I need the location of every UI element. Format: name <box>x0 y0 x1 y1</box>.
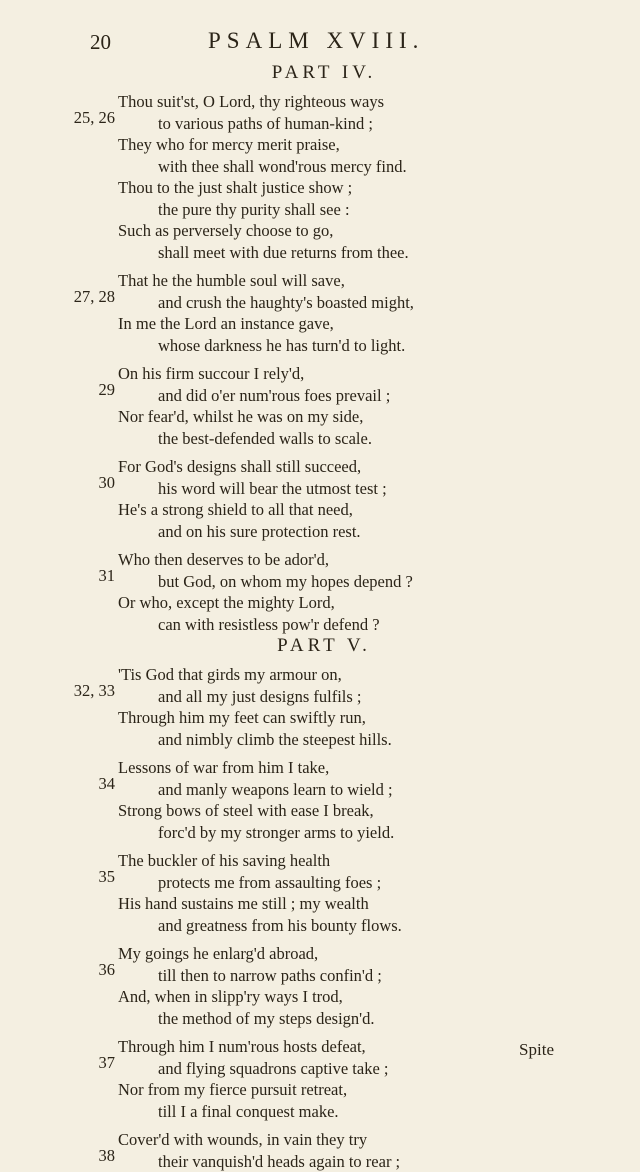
verse-text: Thou to the just shalt justice show ; <box>118 178 352 197</box>
verse-line <box>118 292 518 314</box>
verse-number: 29 <box>99 379 116 401</box>
psalm-text <box>118 62 518 1172</box>
verse-line <box>118 664 518 686</box>
verse-text: Thou suit'st, O Lord, thy righteous ways <box>118 92 384 111</box>
verse-text: His hand sustains me still ; my wealth <box>118 894 369 913</box>
verse-text: Or who, except the mighty Lord, <box>118 593 335 612</box>
verse-text: the pure thy purity shall see : <box>158 200 350 219</box>
verse-line <box>118 1079 518 1101</box>
verse-text: For God's designs shall still succeed, <box>118 457 361 476</box>
verse-line <box>118 270 518 292</box>
verse-line <box>118 757 518 779</box>
verse-line <box>118 199 518 221</box>
verse-text: Through him my feet can swiftly run, <box>118 708 366 727</box>
verse-text: whose darkness he has turn'd to light. <box>158 336 405 355</box>
verse-text: On his firm succour I rely'd, <box>118 364 304 383</box>
verse-text: He's a strong shield to all that need, <box>118 500 353 519</box>
verse-text: the method of my steps design'd. <box>158 1009 375 1028</box>
verse-line <box>118 242 518 264</box>
verse-line <box>118 521 518 543</box>
verse-line <box>118 779 518 801</box>
catchword: Spite <box>519 1040 554 1060</box>
stanza <box>118 943 518 1029</box>
verse-text: and did o'er num'rous foes prevail ; <box>158 386 390 405</box>
verse-line <box>118 156 518 178</box>
verse-number: 38 <box>99 1145 116 1167</box>
verse-text: and on his sure protection rest. <box>158 522 361 541</box>
verse-line <box>118 91 518 113</box>
verse-text: and flying squadrons captive take ; <box>158 1059 388 1078</box>
verse-line <box>118 428 518 450</box>
verse-line <box>118 113 518 135</box>
verse-number: 37 <box>99 1052 116 1074</box>
verse-line <box>118 177 518 199</box>
verse-text: protects me from assaulting foes ; <box>158 873 381 892</box>
verse-text: and nimbly climb the steepest hills. <box>158 730 392 749</box>
verse-line <box>118 406 518 428</box>
verse-line <box>118 800 518 822</box>
verse-line <box>118 965 518 987</box>
verse-line <box>118 707 518 729</box>
verse-text: And, when in slipp'ry ways I trod, <box>118 987 343 1006</box>
stanza <box>118 1129 518 1172</box>
verse-line <box>118 1129 518 1151</box>
verse-line <box>118 571 518 593</box>
running-head: PSALM XVIII. <box>208 28 424 54</box>
verse-line <box>118 986 518 1008</box>
verse-line <box>118 943 518 965</box>
verse-number: 36 <box>99 959 116 981</box>
verse-text: the best-defended walls to scale. <box>158 429 372 448</box>
verse-number: 31 <box>99 565 116 587</box>
verse-text: The buckler of his saving health <box>118 851 330 870</box>
verse-text: Nor from my fierce pursuit retreat, <box>118 1080 347 1099</box>
page-number: 20 <box>90 30 111 55</box>
verse-text: Lessons of war from him I take, <box>118 758 329 777</box>
verse-number: 35 <box>99 866 116 888</box>
verse-text: Strong bows of steel with ease I break, <box>118 801 374 820</box>
verse-line <box>118 220 518 242</box>
verse-text: forc'd by my stronger arms to yield. <box>158 823 394 842</box>
verse-text: 'Tis God that girds my armour on, <box>118 665 342 684</box>
verse-text: My goings he enlarg'd abroad, <box>118 944 318 963</box>
verse-line <box>118 686 518 708</box>
verse-line <box>118 313 518 335</box>
stanza <box>118 270 518 356</box>
verse-line <box>118 335 518 357</box>
verse-line <box>118 1036 518 1058</box>
verse-number: 25, 26 <box>74 107 115 129</box>
verse-line <box>118 363 518 385</box>
verse-line <box>118 893 518 915</box>
verse-line <box>118 478 518 500</box>
verse-text: They who for mercy merit praise, <box>118 135 340 154</box>
verse-text: and manly weapons learn to wield ; <box>158 780 393 799</box>
verse-text: Who then deserves to be ador'd, <box>118 550 329 569</box>
verse-line <box>118 1151 518 1172</box>
verse-text: and all my just designs fulfils ; <box>158 687 362 706</box>
verse-line <box>118 1008 518 1030</box>
verse-text: but God, on whom my hopes depend ? <box>158 572 413 591</box>
verse-text: Nor fear'd, whilst he was on my side, <box>118 407 363 426</box>
verse-line <box>118 549 518 571</box>
verse-line <box>118 134 518 156</box>
verse-text: Such as perversely choose to go, <box>118 221 333 240</box>
verse-text: In me the Lord an instance gave, <box>118 314 334 333</box>
verse-line <box>118 1101 518 1123</box>
stanza <box>118 91 518 263</box>
verse-line <box>118 385 518 407</box>
verse-text: Through him I num'rous hosts defeat, <box>118 1037 366 1056</box>
verse-number: 34 <box>99 773 116 795</box>
verse-text: and crush the haughty's boasted might, <box>158 293 414 312</box>
verse-line <box>118 592 518 614</box>
stanza <box>118 456 518 542</box>
verse-line <box>118 822 518 844</box>
verse-line <box>118 1058 518 1080</box>
verse-number: 27, 28 <box>74 286 115 308</box>
stanza <box>118 757 518 843</box>
verse-line <box>118 850 518 872</box>
verse-line <box>118 456 518 478</box>
verse-number: 30 <box>99 472 116 494</box>
verse-text: till then to narrow paths confin'd ; <box>158 966 382 985</box>
verse-text: shall meet with due returns from thee. <box>158 243 409 262</box>
verse-text: can with resistless pow'r defend ? <box>158 615 380 634</box>
verse-text: and greatness from his bounty flows. <box>158 916 402 935</box>
part-heading: PART IV. <box>118 62 518 84</box>
stanza <box>118 1036 518 1122</box>
verse-text: their vanquish'd heads again to rear ; <box>158 1152 400 1171</box>
stanza <box>118 850 518 936</box>
stanza <box>118 363 518 449</box>
verse-line <box>118 872 518 894</box>
verse-number: 32, 33 <box>74 680 115 702</box>
verse-text: That he the humble soul will save, <box>118 271 345 290</box>
verse-text: Cover'd with wounds, in vain they try <box>118 1130 367 1149</box>
verse-line <box>118 915 518 937</box>
verse-line <box>118 499 518 521</box>
verse-text: till I a final conquest make. <box>158 1102 339 1121</box>
stanza <box>118 549 518 635</box>
verse-line <box>118 729 518 751</box>
verse-text: with thee shall wond'rous mercy find. <box>158 157 407 176</box>
verse-line <box>118 614 518 636</box>
stanza <box>118 664 518 750</box>
verse-text: to various paths of human-kind ; <box>158 114 373 133</box>
part-heading: PART V. <box>118 635 518 657</box>
verse-text: his word will bear the utmost test ; <box>158 479 387 498</box>
